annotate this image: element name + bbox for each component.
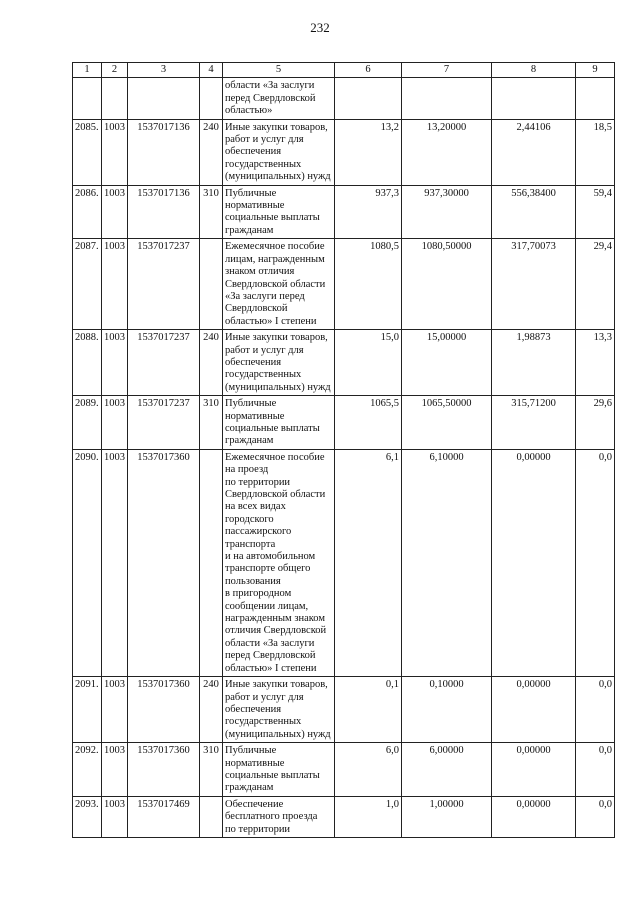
table-row [73, 119, 615, 185]
column-header: 1 [73, 63, 102, 78]
name-line: области «За заслуги [225, 637, 315, 649]
name-line: транспорте общего [225, 563, 311, 575]
expense-type-cell: 240 [200, 677, 223, 743]
name-line: областью» I степени [225, 662, 317, 674]
table-row [73, 185, 615, 239]
column-header: 5 [223, 63, 335, 78]
name-line: социальные выплаты [225, 422, 320, 434]
row-number-cell: 2092. [73, 743, 102, 797]
expense-type-cell [200, 449, 223, 676]
executed-amount-cell: 0,00000 [492, 449, 576, 676]
executed-amount-cell: 1,98873 [492, 330, 576, 396]
name-line: транспорта [225, 538, 276, 550]
plan-amount-cell: 15,00000 [402, 330, 492, 396]
name-line: перед Свердловской [225, 92, 316, 104]
section-code-cell: 1003 [102, 449, 128, 676]
target-article-cell: 1537017237 [128, 396, 200, 450]
plan-amount-cell: 1080,50000 [402, 239, 492, 330]
name-line: лицам, награжденным [225, 253, 325, 265]
executed-amount-cell: 0,00000 [492, 677, 576, 743]
section-code-cell: 1003 [102, 185, 128, 239]
section-code-cell: 1003 [102, 239, 128, 330]
name-line: государственных [225, 369, 302, 381]
executed-amount-cell: 556,38400 [492, 185, 576, 239]
plan-amount-cell: 937,30000 [402, 185, 492, 239]
name-line: гражданам [225, 224, 274, 236]
executed-amount-cell: 315,71200 [492, 396, 576, 450]
target-article-cell [128, 78, 200, 119]
name-cell [223, 330, 335, 396]
approved-amount-cell [335, 78, 402, 119]
name-cell [223, 449, 335, 676]
expense-type-cell [200, 239, 223, 330]
table-row [73, 239, 615, 330]
name-line: работ и услуг для [225, 344, 304, 356]
approved-amount-cell: 1,0 [335, 796, 402, 837]
name-line: государственных [225, 716, 302, 728]
plan-amount-cell: 6,10000 [402, 449, 492, 676]
column-header: 8 [492, 63, 576, 78]
name-line: работ и услуг для [225, 134, 304, 146]
name-cell [223, 185, 335, 239]
approved-amount-cell: 6,0 [335, 743, 402, 797]
name-line: социальные выплаты [225, 212, 320, 224]
expense-type-cell: 310 [200, 396, 223, 450]
plan-amount-cell: 1065,50000 [402, 396, 492, 450]
section-code-cell: 1003 [102, 330, 128, 396]
name-line: обеспечения [225, 356, 282, 368]
plan-amount-cell: 6,00000 [402, 743, 492, 797]
table-row [73, 743, 615, 797]
table-row [73, 677, 615, 743]
expense-type-cell: 240 [200, 330, 223, 396]
approved-amount-cell: 15,0 [335, 330, 402, 396]
section-code-cell: 1003 [102, 677, 128, 743]
name-line: перед Свердловской [225, 650, 316, 662]
target-article-cell: 1537017469 [128, 796, 200, 837]
name-line: Ежемесячное пособие [225, 241, 325, 253]
name-cell [223, 119, 335, 185]
name-line: работ и услуг для [225, 691, 304, 703]
name-line: по территории [225, 823, 291, 835]
name-line: сообщении лицам, [225, 600, 309, 612]
approved-amount-cell: 937,3 [335, 185, 402, 239]
name-cell [223, 677, 335, 743]
execution-percent-cell: 0,0 [576, 449, 615, 676]
name-line: областью» I степени [225, 315, 317, 327]
name-line: Свердловской области [225, 278, 326, 290]
expense-type-cell: 310 [200, 743, 223, 797]
name-line: (муниципальных) нужд [225, 728, 331, 740]
name-line: областью» [225, 105, 273, 117]
name-line: государственных [225, 158, 302, 170]
name-line: городского [225, 513, 274, 525]
name-line: знаком отличия [225, 266, 295, 278]
approved-amount-cell: 1080,5 [335, 239, 402, 330]
target-article-cell: 1537017360 [128, 743, 200, 797]
column-header: 2 [102, 63, 128, 78]
name-line: бесплатного проезда [225, 811, 318, 823]
row-number-cell: 2093. [73, 796, 102, 837]
row-number-cell: 2091. [73, 677, 102, 743]
name-line: (муниципальных) нужд [225, 171, 331, 183]
approved-amount-cell: 13,2 [335, 119, 402, 185]
execution-percent-cell: 0,0 [576, 677, 615, 743]
execution-percent-cell: 59,4 [576, 185, 615, 239]
name-line: нормативные [225, 757, 285, 769]
column-header: 6 [335, 63, 402, 78]
executed-amount-cell: 2,44106 [492, 119, 576, 185]
executed-amount-cell: 0,00000 [492, 743, 576, 797]
row-number-cell: 2085. [73, 119, 102, 185]
table-body [73, 78, 615, 838]
column-header: 7 [402, 63, 492, 78]
name-line: гражданам [225, 782, 274, 794]
execution-percent-cell: 29,4 [576, 239, 615, 330]
name-line: Свердловской области [225, 489, 326, 500]
name-cell [223, 396, 335, 450]
plan-amount-cell: 1,00000 [402, 796, 492, 837]
name-line: на проезд [225, 464, 269, 476]
target-article-cell: 1537017136 [128, 119, 200, 185]
name-line: (муниципальных) нужд [225, 381, 331, 393]
plan-amount-cell [402, 78, 492, 119]
target-article-cell: 1537017360 [128, 677, 200, 743]
target-article-cell: 1537017360 [128, 449, 200, 676]
target-article-cell: 1537017136 [128, 185, 200, 239]
row-number-cell: 2087. [73, 239, 102, 330]
row-number-cell: 2086. [73, 185, 102, 239]
name-line: Свердловской [225, 303, 288, 315]
target-article-cell: 1537017237 [128, 239, 200, 330]
execution-percent-cell: 18,5 [576, 119, 615, 185]
name-line: Иные закупки товаров, [225, 679, 328, 691]
row-number-cell [73, 78, 102, 119]
executed-amount-cell: 317,70073 [492, 239, 576, 330]
expense-type-cell: 240 [200, 119, 223, 185]
name-line: Обеспечение [225, 798, 284, 810]
name-line: Публичные [225, 187, 277, 199]
page-number: 232 [310, 20, 330, 35]
name-line: «За заслуги перед [225, 290, 305, 302]
name-line: на всех видах [225, 501, 286, 513]
expense-type-cell [200, 796, 223, 837]
name-cell [223, 239, 335, 330]
plan-amount-cell: 0,10000 [402, 677, 492, 743]
section-code-cell [102, 78, 128, 119]
name-line: в пригородном [225, 588, 292, 600]
plan-amount-cell: 13,20000 [402, 119, 492, 185]
name-line: награжденным знаком [225, 613, 326, 625]
name-cell [223, 743, 335, 797]
approved-amount-cell: 1065,5 [335, 396, 402, 450]
name-line: Публичные [225, 745, 277, 757]
section-code-cell: 1003 [102, 796, 128, 837]
executed-amount-cell [492, 78, 576, 119]
approved-amount-cell: 0,1 [335, 677, 402, 743]
execution-percent-cell: 0,0 [576, 796, 615, 837]
name-line: нормативные [225, 410, 285, 422]
row-number-cell: 2090. [73, 449, 102, 676]
section-code-cell: 1003 [102, 119, 128, 185]
name-cell [223, 796, 335, 837]
name-line: обеспечения [225, 146, 282, 158]
approved-amount-cell: 6,1 [335, 449, 402, 676]
column-header: 9 [576, 63, 615, 78]
name-line: области «За заслуги [225, 80, 315, 92]
name-line: пользования [225, 575, 281, 587]
execution-percent-cell: 13,3 [576, 330, 615, 396]
name-line: нормативные [225, 200, 285, 212]
name-line: Иные закупки товаров, [225, 332, 328, 344]
name-line: по территории [225, 476, 291, 488]
row-number-cell: 2089. [73, 396, 102, 450]
header-row [73, 63, 615, 78]
table-row [73, 396, 615, 450]
target-article-cell: 1537017237 [128, 330, 200, 396]
section-code-cell: 1003 [102, 396, 128, 450]
execution-percent-cell: 0,0 [576, 743, 615, 797]
column-header: 4 [200, 63, 223, 78]
budget-table [72, 62, 615, 838]
table-row [73, 78, 615, 119]
name-line: Иные закупки товаров, [225, 121, 328, 133]
execution-percent-cell [576, 78, 615, 119]
column-header: 3 [128, 63, 200, 78]
expense-type-cell [200, 78, 223, 119]
executed-amount-cell: 0,00000 [492, 796, 576, 837]
section-code-cell: 1003 [102, 743, 128, 797]
table-row [73, 449, 615, 676]
name-line: обеспечения [225, 703, 282, 715]
execution-percent-cell: 29,6 [576, 396, 615, 450]
name-line: и на автомобильном [225, 551, 316, 563]
name-line: Публичные [225, 398, 277, 410]
table-row [73, 330, 615, 396]
name-line: социальные выплаты [225, 769, 320, 781]
name-line: Ежемесячное пособие [225, 451, 325, 463]
expense-type-cell: 310 [200, 185, 223, 239]
row-number-cell: 2088. [73, 330, 102, 396]
name-cell [223, 78, 335, 119]
table-row [73, 796, 615, 837]
name-line: отличия Свердловской [225, 625, 327, 637]
name-line: пассажирского [225, 526, 292, 538]
name-line: гражданам [225, 435, 274, 447]
